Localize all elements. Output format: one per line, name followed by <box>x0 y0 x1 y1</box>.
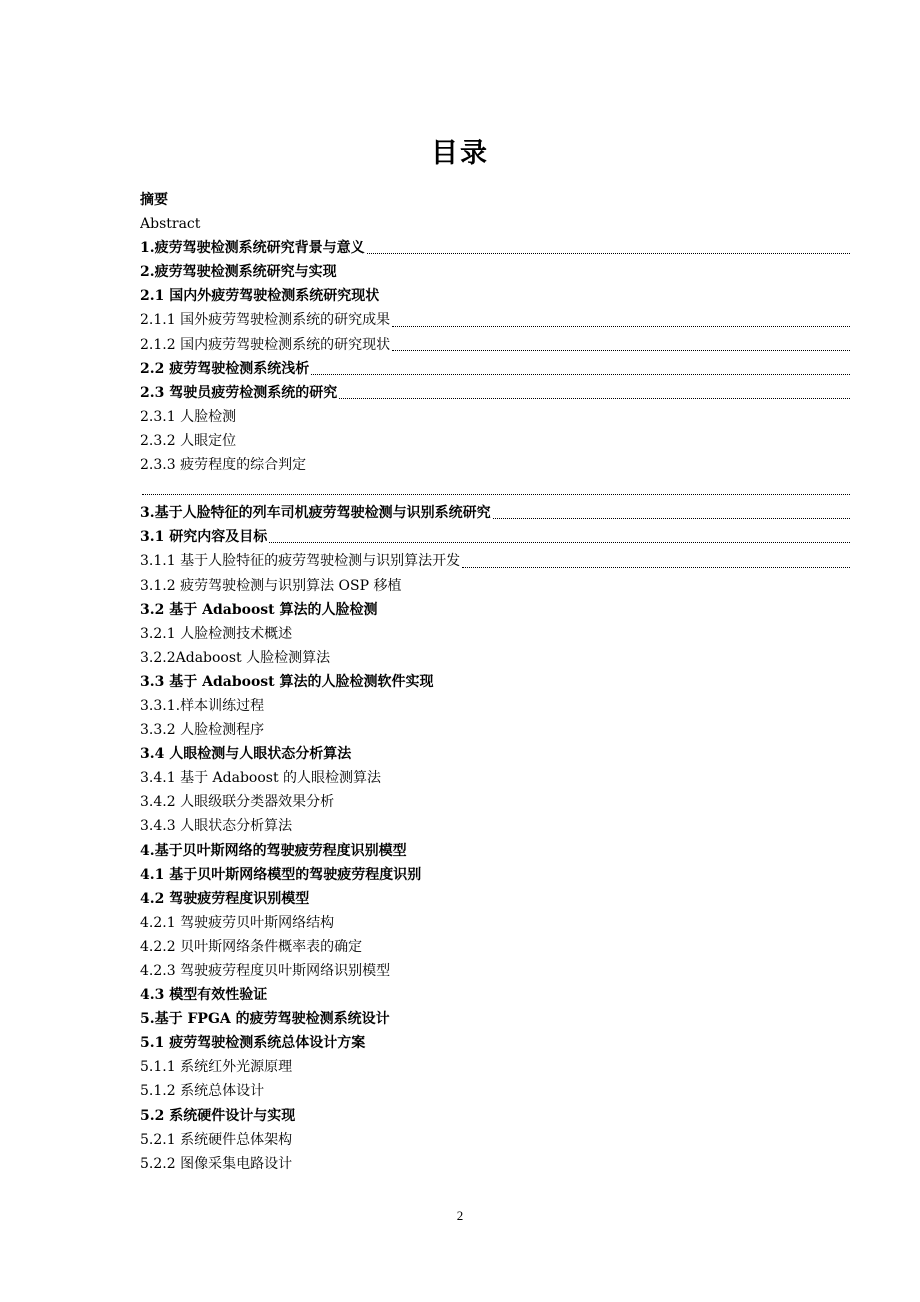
toc-entry[interactable] <box>140 333 850 357</box>
toc-entry-label: 3.4.1 基于 Adaboost 的人眼检测算法 <box>140 770 382 787</box>
toc-entry[interactable] <box>140 236 850 260</box>
toc-entry-label: 5.1.1 系统红外光源原理 <box>140 1059 293 1076</box>
toc-entry-label: 2.3.2 人眼定位 <box>140 432 237 449</box>
toc-entry[interactable] <box>140 622 850 646</box>
toc-entry[interactable] <box>140 742 850 766</box>
toc-entry[interactable] <box>140 1152 850 1176</box>
toc-dot-leader <box>392 325 850 327</box>
toc-entry[interactable] <box>140 718 850 742</box>
toc-entry-label: 2.2 疲劳驾驶检测系统浅析 <box>140 360 310 377</box>
table-of-contents <box>140 188 850 1176</box>
toc-entry[interactable] <box>140 1079 850 1103</box>
toc-dot-leader <box>142 493 850 495</box>
toc-entry[interactable] <box>140 670 850 694</box>
toc-entry-label: 4.基于贝叶斯网络的驾驶疲劳程度识别模型 <box>140 842 407 859</box>
toc-entry-label: 3.2 基于 Adaboost 算法的人脸检测 <box>140 601 378 618</box>
toc-entry-label: 3.1.1 基于人脸特征的疲劳驾驶检测与识别算法开发 <box>140 553 461 570</box>
toc-entry-label: 5.1.2 系统总体设计 <box>140 1083 265 1100</box>
toc-entry[interactable] <box>140 814 850 838</box>
toc-entry-label: 2.1.1 国外疲劳驾驶检测系统的研究成果 <box>140 312 391 329</box>
toc-entry-label: 4.3 模型有效性验证 <box>140 987 268 1004</box>
toc-entry-label: 3.1 研究内容及目标 <box>140 529 268 546</box>
toc-entry-label: 3.4 人眼检测与人眼状态分析算法 <box>140 746 352 763</box>
toc-entry[interactable] <box>140 646 850 670</box>
toc-dot-leader <box>392 349 850 351</box>
toc-entry[interactable] <box>140 1031 850 1055</box>
toc-entry[interactable] <box>140 501 850 525</box>
toc-entry-label: 3.4.3 人眼状态分析算法 <box>140 818 293 835</box>
toc-entry-label: Abstract <box>140 216 201 233</box>
toc-entry[interactable] <box>140 284 850 308</box>
toc-entry[interactable] <box>140 1007 850 1031</box>
toc-entry[interactable] <box>140 694 850 718</box>
toc-entry-label: 4.1 基于贝叶斯网络模型的驾驶疲劳程度识别 <box>140 866 422 883</box>
toc-entry[interactable] <box>140 887 850 911</box>
toc-entry[interactable] <box>140 260 850 284</box>
toc-dot-leader <box>311 373 850 375</box>
toc-entry[interactable] <box>140 839 850 863</box>
toc-entry-label: 3.3 基于 Adaboost 算法的人脸检测软件实现 <box>140 673 434 690</box>
toc-dot-leader <box>339 397 850 399</box>
toc-entry-label: 2.1 国内外疲劳驾驶检测系统研究现状 <box>140 288 380 305</box>
toc-entry[interactable] <box>140 405 850 429</box>
toc-entry[interactable] <box>140 429 850 453</box>
toc-entry[interactable] <box>140 549 850 573</box>
toc-dot-leader <box>493 517 850 519</box>
toc-dot-leader <box>269 541 850 543</box>
toc-entry-label: 5.1 疲劳驾驶检测系统总体设计方案 <box>140 1035 366 1052</box>
toc-entry[interactable] <box>140 574 850 598</box>
toc-entry[interactable] <box>140 188 850 212</box>
toc-entry[interactable] <box>140 308 850 332</box>
toc-entry-label: 5.基于 FPGA 的疲劳驾驶检测系统设计 <box>140 1011 390 1028</box>
toc-entry-label: 3.3.2 人脸检测程序 <box>140 722 265 739</box>
toc-entry-label: 5.2.1 系统硬件总体架构 <box>140 1131 293 1148</box>
toc-entry-label: 3.基于人脸特征的列车司机疲劳驾驶检测与识别系统研究 <box>140 505 491 522</box>
toc-entry-label: 4.2 驾驶疲劳程度识别模型 <box>140 890 310 907</box>
toc-entry[interactable] <box>140 357 850 381</box>
toc-dot-leader <box>367 252 850 254</box>
toc-entry[interactable] <box>140 983 850 1007</box>
toc-dot-leader <box>462 566 850 568</box>
toc-entry-label: 1.疲劳驾驶检测系统研究背景与意义 <box>140 240 365 257</box>
toc-entry-label: 摘要 <box>140 192 168 208</box>
toc-entry-label: 2.1.2 国内疲劳驾驶检测系统的研究现状 <box>140 336 391 353</box>
toc-entry[interactable] <box>140 381 850 405</box>
toc-entry-label: 4.2.1 驾驶疲劳贝叶斯网络结构 <box>140 914 335 931</box>
toc-entry[interactable] <box>140 1055 850 1079</box>
toc-entry-label: 2.3.3 疲劳程度的综合判定 <box>140 457 307 474</box>
page-number: 2 <box>456 1208 464 1223</box>
toc-entry-label: 3.4.2 人眼级联分类器效果分析 <box>140 794 335 811</box>
toc-entry[interactable] <box>140 212 850 236</box>
toc-entry-label: 3.3.1.样本训练过程 <box>140 697 265 714</box>
toc-entry[interactable] <box>140 935 850 959</box>
toc-entry-label: 3.1.2 疲劳驾驶检测与识别算法 OSP 移植 <box>140 577 402 594</box>
toc-entry[interactable] <box>140 911 850 935</box>
page-title: 目录 <box>431 138 489 169</box>
toc-entry-label: 2.疲劳驾驶检测系统研究与实现 <box>140 264 337 281</box>
toc-entry[interactable] <box>140 766 850 790</box>
toc-entry[interactable] <box>140 959 850 983</box>
toc-entry-label: 4.2.2 贝叶斯网络条件概率表的确定 <box>140 938 363 955</box>
toc-entry-label: 5.2.2 图像采集电路设计 <box>140 1155 293 1172</box>
toc-entry[interactable] <box>140 453 850 477</box>
toc-entry-label: 4.2.3 驾驶疲劳程度贝叶斯网络识别模型 <box>140 963 391 979</box>
toc-entry-label: 2.3 驾驶员疲劳检测系统的研究 <box>140 384 338 401</box>
toc-entry[interactable] <box>140 790 850 814</box>
toc-entry[interactable] <box>140 1104 850 1128</box>
toc-entry[interactable] <box>140 863 850 887</box>
toc-entry[interactable] <box>140 477 850 501</box>
toc-entry-label: 5.2 系统硬件设计与实现 <box>140 1107 296 1124</box>
toc-entry-label: 2.3.1 人脸检测 <box>140 408 237 425</box>
toc-entry[interactable] <box>140 598 850 622</box>
toc-entry[interactable] <box>140 525 850 549</box>
toc-entry[interactable] <box>140 1128 850 1152</box>
toc-entry-label: 3.2.1 人脸检测技术概述 <box>140 625 293 642</box>
toc-entry-label: 3.2.2Adaboost 人脸检测算法 <box>140 649 331 666</box>
